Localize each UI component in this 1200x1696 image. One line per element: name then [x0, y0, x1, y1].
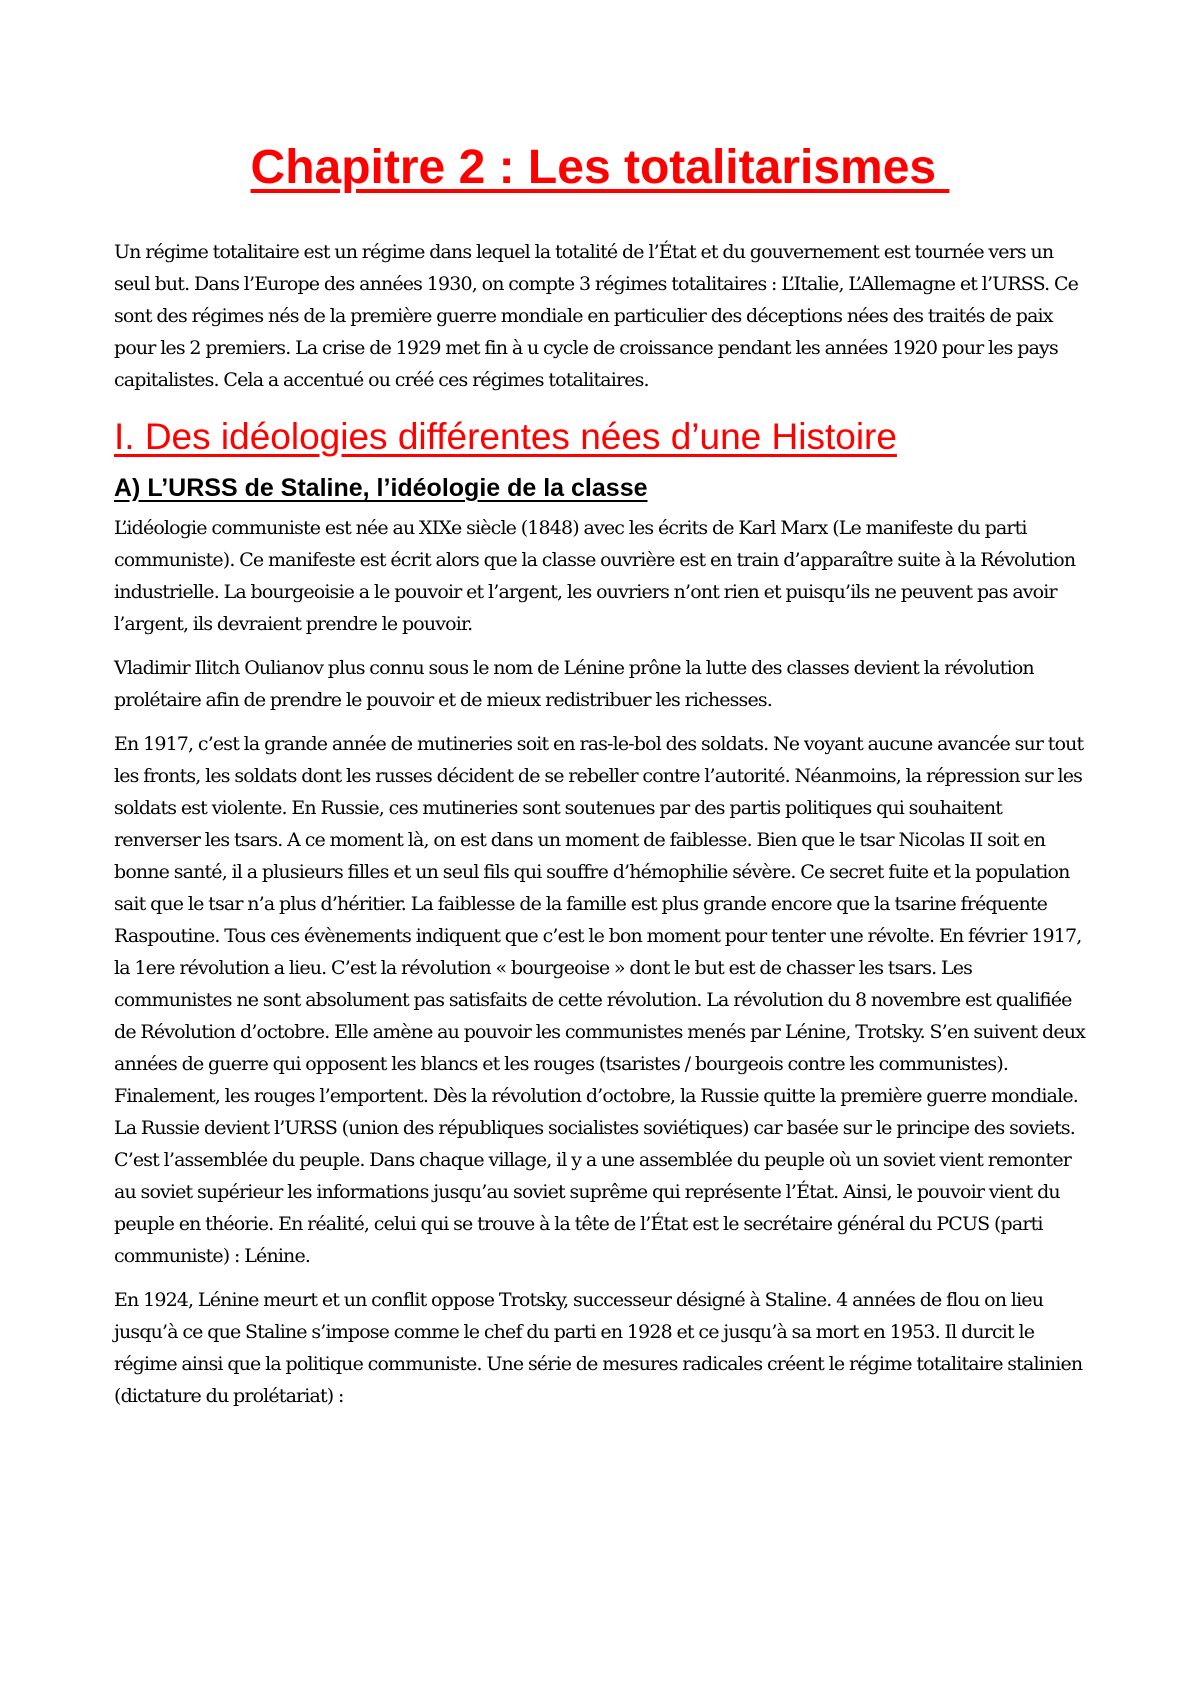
paragraph-1917: En 1917, c’est la grande année de mutineries soit en ras-le-bol des soldats. Ne voyant aucune avancée sur tout les fronts, les soldats dont les russes décident de se rebeller contre l’autorité. Néanmoins, la répression sur les soldats est violente. En Russie, ces mutineries sont soutenues par des partis politiques qui souhaitent renverser les tsars. A ce moment là, on est dans un moment de faiblesse. Bien que le tsar Nicolas II soit en bonne santé, il a plusieurs filles et un seul fils qui souffre d’hémophilie sévère. Ce secret fuite et la population sait que le tsar n’a plus d’héritier. La faiblesse de la famille est plus grande encore que la tsarine fréquente Raspoutine. Tous ces évènements indiquent que c’est le bon moment pour tenter une révolte. En février 1917, la 1ere révolution a lieu. C’est la révolution « bourgeoise » dont le but est de chasser les tsars. Les communistes ne sont absolument pas satisfaits de cette révolution. La révolution du 8 novembre est qualifiée de Révolution d’octobre. Elle amène au pouvoir les communistes menés par Lénine, Trotsky. S’en suivent deux années de guerre qui opposent les blancs et les rouges (tsaristes / bourgeois contre les communistes). Finalement, les rouges l’emportent. Dès la révolution d’octobre, la Russie quitte la première guerre mondiale. La Russie devient l’URSS (union des républiques socialistes soviétiques) car basée sur le principe des soviets. C’est l’assemblée du peuple. Dans chaque village, il y a une assemblée du peuple où un soviet vient remonter au soviet supérieur les informations jusqu’au soviet suprême qui représente l’État. Ainsi, le pouvoir vient du peuple en théorie. En réalité, celui qui se trouve à la tête de l’État est le secrétaire général du PCUS (parti communiste) : Lénine.: [114, 733, 1085, 1267]
paragraph-ideologie: L’idéologie communiste est née au XIXe siècle (1848) avec les écrits de Karl Marx (Le manifeste du parti communiste). Ce manifeste est écrit alors que la classe ouvrière est en train d’apparaître suite à la Révolution industrielle. La bourgeoisie a le pouvoir et l’argent, les ouvriers n’ont rien et puisqu’ils ne peuvent pas avoir l’argent, ils devraient prendre le pouvoir.: [114, 517, 1076, 635]
page-title: Chapitre 2 : Les totalitarismes: [250, 141, 950, 194]
document-content: [114, 138, 1086, 1424]
paragraph-lenine: Vladimir Ilitch Oulianov plus connu sous le nom de Lénine prône la lutte des classes devient la révolution prolétaire afin de prendre le pouvoir et de mieux redistribuer les richesses.: [114, 657, 1034, 711]
paragraph-1924: En 1924, Lénine meurt et un conflit oppose Trotsky, successeur désigné à Staline. 4 années de flou on lieu jusqu’à ce que Staline s’impose comme le chef du parti en 1928 et ce jusqu’à sa mort en 1953. Il durcit le régime ainsi que la politique communiste. Une série de mesures radicales créent le régime totalitaire stalinien (dictature du prolétariat) :: [114, 1289, 1083, 1407]
subsection-heading: A) L’URSS de Staline, l’idéologie de la classe: [114, 474, 648, 502]
section-heading: I. Des idéologies différentes nées d’une Histoire: [114, 416, 897, 457]
intro-paragraph: Un régime totalitaire est un régime dans lequel la totalité de l’État et du gouvernement est tournée vers un seul but. Dans l’Europe des années 1930, on compte 3 régimes totalitaires : L’Italie, L’Allemagne et l’URSS. Ce sont des régimes nés de la première guerre mondiale en particulier des déceptions nées des traités de paix pour les 2 premiers. La crise de 1929 met fin à u cycle de croissance pendant les années 1920 pour les pays capitalistes. Cela a accentué ou créé ces régimes totalitaires.: [114, 241, 1079, 391]
